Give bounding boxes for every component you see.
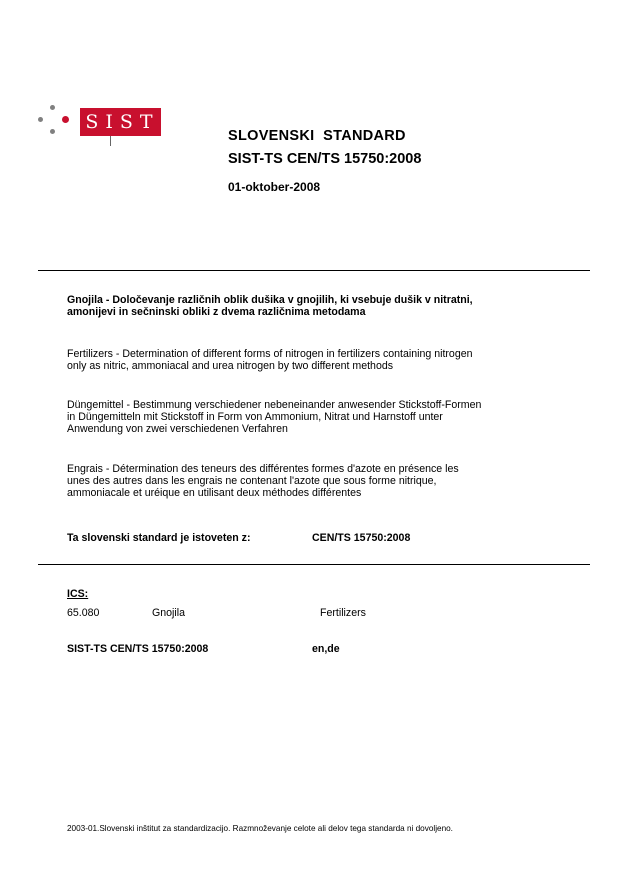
identity-label: Ta slovenski standard je istoveten z: <box>67 532 251 544</box>
reference-number: SIST-TS CEN/TS 15750:2008 <box>67 643 209 655</box>
title-french-line: unes des autres dans les engrais ne contenant l'azote que sous forme nitrique, <box>67 475 437 488</box>
title-german-line: Anwendung von zwei verschiedenen Verfahren <box>67 423 288 436</box>
reference-languages: en,de <box>312 643 340 655</box>
title-slovenian-line: amonijevi in sečninski obliki z dvema različnima metodama <box>67 306 366 319</box>
ics-english: Fertilizers <box>320 607 366 619</box>
title-english <box>67 348 567 372</box>
ics-slovenian: Gnojila <box>152 607 185 619</box>
title-english-line: only as nitric, ammoniacal and urea nitrogen by two different methods <box>67 360 394 373</box>
publication-date: 01-oktober-2008 <box>228 180 321 194</box>
logo-dot-icon <box>50 129 55 134</box>
title-slovenian <box>67 294 567 318</box>
title-french-line: ammoniacale et uréique en utilisant deux méthodes différentes <box>67 487 362 500</box>
title-french-line: Engrais - Détermination des teneurs des différentes formes d'azote en présence les <box>67 463 459 475</box>
title-german <box>67 399 567 436</box>
copyright-footer: 2003-01.Slovenski inštitut za standardizacijo. Razmnoževanje celote ali delov tega standarda ni dovoljeno. <box>67 824 453 833</box>
title-english-line: Fertilizers - Determination of different forms of nitrogen in fertilizers containing nitrogen <box>67 348 473 360</box>
title-german-line: Düngemittel - Bestimmung verschiedener nebeneinander anwesender Stickstoff-Formen <box>67 399 482 411</box>
logo-text: SIST <box>85 111 160 133</box>
logo-dot-icon <box>50 105 55 110</box>
title-french <box>67 463 567 500</box>
standard-number: SIST-TS CEN/TS 15750:2008 <box>228 151 422 167</box>
ics-heading: ICS: <box>67 588 89 600</box>
standard-type: SLOVENSKI STANDARD <box>228 128 406 144</box>
bottom-divider <box>38 564 590 565</box>
identity-value: CEN/TS 15750:2008 <box>312 532 411 544</box>
top-divider <box>38 270 590 271</box>
title-slovenian-line: Gnojila - Določevanje različnih oblik dušika v gnojilih, ki vsebuje dušik v nitratni, <box>67 294 473 306</box>
logo-dot-icon <box>38 117 43 122</box>
logo-divider <box>110 136 111 146</box>
ics-code: 65.080 <box>67 607 100 619</box>
title-german-line: in Düngemitteln mit Stickstoff in Form von Ammonium, Nitrat und Harnstoff unter <box>67 411 443 424</box>
logo-dot-icon <box>62 116 69 123</box>
